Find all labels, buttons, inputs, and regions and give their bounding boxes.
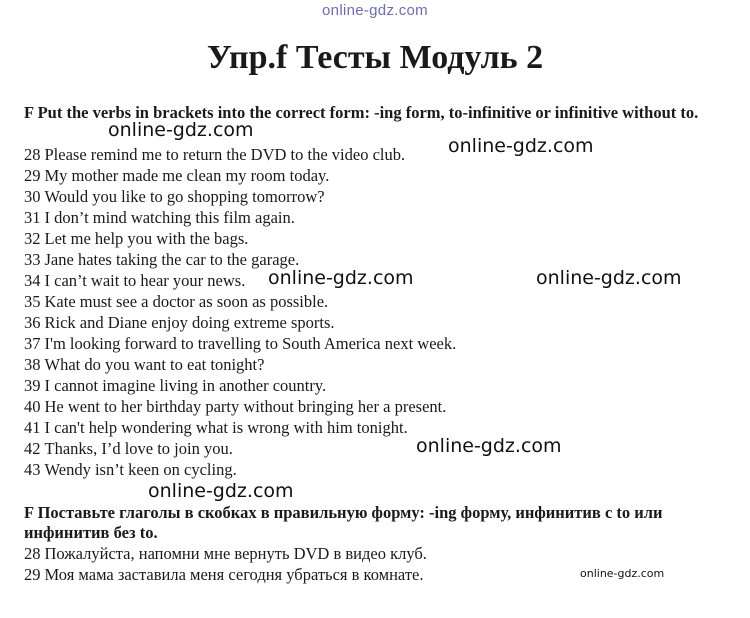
item-number: 28 [24, 544, 41, 563]
watermark: online-gdz.com [148, 480, 294, 502]
list-item [24, 564, 427, 585]
watermark: online-gdz.com [448, 135, 594, 157]
item-text: I cannot imagine living in another country. [44, 376, 327, 395]
list-item [24, 333, 456, 354]
watermark: online-gdz.com [580, 567, 665, 580]
list-item [24, 396, 456, 417]
item-number: 38 [24, 355, 41, 374]
watermark: online-gdz.com [268, 267, 414, 289]
item-text: Kate must see a doctor as soon as possible. [44, 292, 329, 311]
item-number: 28 [24, 145, 41, 164]
list-item [24, 459, 456, 480]
top-watermark: online-gdz.com [322, 2, 428, 19]
list-item [24, 186, 456, 207]
task-heading-english: F Put the verbs in brackets into the correct form: -ing form, to-infinitive or infinitive without to. [24, 103, 699, 122]
item-text: Would you like to go shopping tomorrow? [44, 187, 325, 206]
answer-list-russian [24, 543, 427, 585]
item-number: 29 [24, 565, 41, 584]
item-number: 40 [24, 397, 41, 416]
item-text: Rick and Diane enjoy doing extreme sports. [44, 313, 335, 332]
item-text: I can't help wondering what is wrong with him tonight. [44, 418, 408, 437]
item-number: 29 [24, 166, 41, 185]
list-item [24, 144, 456, 165]
item-number: 41 [24, 418, 41, 437]
list-item [24, 228, 456, 249]
item-number: 37 [24, 334, 41, 353]
list-item [24, 354, 456, 375]
item-text: Пожалуйста, напомни мне вернуть DVD в видео клуб. [44, 544, 427, 563]
item-number: 34 [24, 271, 41, 290]
task-heading-russian: F Поставьте глаголы в скобках в правильную форму: -ing форму, инфинитив с to или инфинитив без to. [24, 503, 663, 542]
watermark: online-gdz.com [108, 119, 254, 141]
item-text: What do you want to eat tonight? [44, 355, 265, 374]
item-text: Let me help you with the bags. [44, 229, 249, 248]
list-item [24, 207, 456, 228]
item-text: Jane hates taking the car to the garage. [44, 250, 300, 269]
item-text: My mother made me clean my room today. [44, 166, 330, 185]
item-text: I don’t mind watching this film again. [44, 208, 295, 227]
item-text: I can’t wait to hear your news. [44, 271, 246, 290]
item-number: 36 [24, 313, 41, 332]
item-number: 30 [24, 187, 41, 206]
list-item [24, 417, 456, 438]
item-number: 33 [24, 250, 41, 269]
list-item [24, 543, 427, 564]
list-item [24, 438, 456, 459]
item-number: 31 [24, 208, 41, 227]
page-title: Упр.f Тесты Модуль 2 [206, 39, 544, 76]
item-text: Thanks, I’d love to join you. [44, 439, 233, 458]
item-number: 42 [24, 439, 41, 458]
item-number: 35 [24, 292, 41, 311]
list-item [24, 165, 456, 186]
item-number: 39 [24, 376, 41, 395]
item-text: He went to her birthday party without bringing her a present. [44, 397, 447, 416]
answer-list-english [24, 144, 456, 480]
item-number: 32 [24, 229, 41, 248]
item-text: Please remind me to return the DVD to the video club. [44, 145, 406, 164]
watermark: online-gdz.com [416, 435, 562, 457]
list-item [24, 312, 456, 333]
list-item [24, 291, 456, 312]
item-text: Моя мама заставила меня сегодня убраться в комнате. [44, 565, 424, 584]
list-item [24, 375, 456, 396]
watermark: online-gdz.com [536, 267, 682, 289]
item-text: I'm looking forward to travelling to South America next week. [44, 334, 457, 353]
item-text: Wendy isn’t keen on cycling. [44, 460, 237, 479]
item-number: 43 [24, 460, 41, 479]
